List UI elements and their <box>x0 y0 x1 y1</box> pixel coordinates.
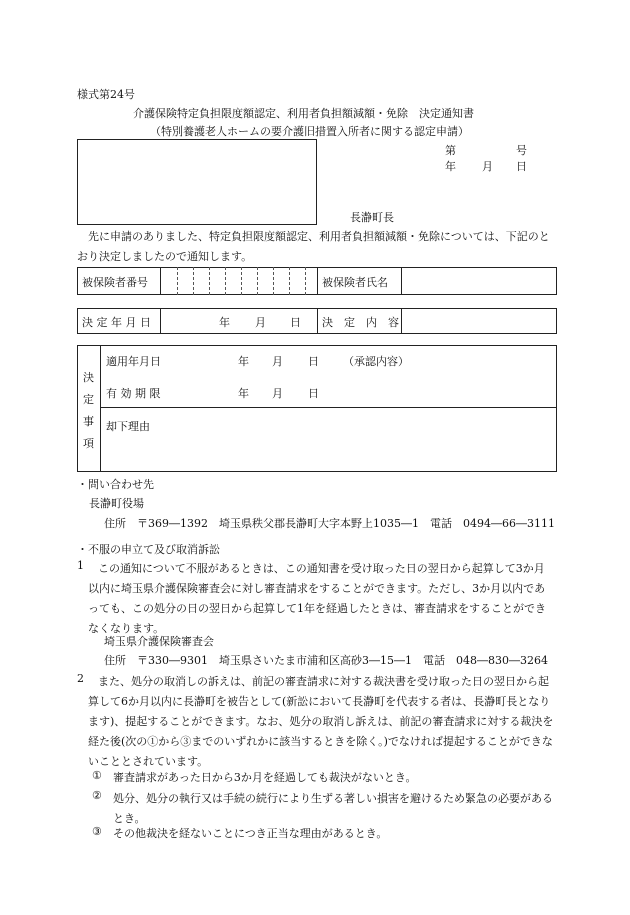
divider <box>100 345 101 472</box>
divider <box>401 308 402 334</box>
sub-item2-number: ② <box>92 789 102 802</box>
divider <box>317 308 318 334</box>
issuer-name: 長瀞町長 <box>350 211 394 224</box>
notice-date-year: 年 <box>445 160 456 173</box>
digit-divider <box>257 267 258 295</box>
document-title: 介護保険特定負担限度額認定、利用者負担額減額・免除 決定通知書 <box>133 107 474 120</box>
divider <box>160 267 161 295</box>
digit-divider <box>193 267 194 295</box>
digit-divider <box>225 267 226 295</box>
divider <box>317 267 318 295</box>
notice-date-month: 月 <box>482 160 493 173</box>
divider <box>100 407 557 408</box>
sub-item3-number: ③ <box>92 825 102 838</box>
insured-name-label: 被保険者氏名 <box>322 276 388 289</box>
sub-item2-text: 処分、処分の執行又は手続の続行により生ずる著しい損害を避けるため緊急の必要があるとき。 <box>113 792 553 825</box>
contact-address: 住所 〒369―1392 埼玉県秩父郡長瀞町大字本野上1035―1 電話 0494―66―3111 <box>104 517 555 530</box>
approval-content-label: （承認内容） <box>343 355 409 368</box>
valid-period-month: 月 <box>272 387 283 400</box>
valid-period-day: 日 <box>308 387 319 400</box>
form-number: 様式第24号 <box>77 88 135 101</box>
decision-side-label-3: 事 <box>83 415 94 428</box>
decision-date-month: 月 <box>255 316 266 329</box>
valid-period-label: 有 効 期 限 <box>106 387 161 400</box>
recipient-address-box <box>77 139 317 225</box>
council-name: 埼玉県介護保険審査会 <box>104 635 214 648</box>
contact-org: 長瀞町役場 <box>89 497 144 510</box>
sub-item1-text: 審査請求があった日から3か月を経過しても裁決がないとき。 <box>113 771 417 784</box>
digit-divider <box>177 267 178 295</box>
document-subtitle: （特別養護老人ホームの要介護旧措置入所者に関する認定申請） <box>150 125 469 138</box>
sub-item3-text: その他裁決を経ないことにつき正当な理由があるとき。 <box>113 827 388 840</box>
insured-number-label: 被保険者番号 <box>82 276 148 289</box>
digit-divider <box>209 267 210 295</box>
notice-date-day: 日 <box>516 160 527 173</box>
sub-item1-number: ① <box>92 769 102 782</box>
appeal-item1-text: この通知について不服があるときは、この通知書を受け取った日の翌日から起算して3か月以内に埼玉県介護保険審査会に対し審査請求をすることができます。ただし、3か月以内であっても、この処分の日の翌日から起算して1年を経過したときは、審査請求をすることができなくなります。 <box>88 562 546 635</box>
apply-date-label: 適用年月日 <box>106 355 161 368</box>
divider <box>160 308 161 334</box>
appeal-item1-number: 1 <box>77 559 84 572</box>
valid-period-year: 年 <box>238 387 249 400</box>
divider <box>401 267 402 295</box>
digit-divider <box>305 267 306 295</box>
decision-side-label-1: 決 <box>83 371 94 384</box>
decision-content-label: 決 定 内 容 <box>322 316 399 329</box>
notice-number-prefix: 第 <box>445 144 456 157</box>
decision-date-day: 日 <box>290 316 301 329</box>
reject-reason-label: 却下理由 <box>106 420 150 433</box>
apply-date-year: 年 <box>238 355 249 368</box>
decision-side-label-2: 定 <box>83 393 94 406</box>
decision-date-label: 決 定 年 月 日 <box>82 316 151 329</box>
intro-paragraph: 先に申請のありました、特定負担限度額認定、利用者負担額減額・免除については、下記のとおり決定しましたので通知します。 <box>77 230 550 263</box>
decision-side-label-4: 項 <box>83 437 94 450</box>
notice-number-suffix: 号 <box>516 144 527 157</box>
appeal-item2-number: 2 <box>77 672 84 685</box>
appeal-item2-text: また、処分の取消しの訴えは、前記の審査請求に対する裁決書を受け取った日の翌日から起算して6か月以内に長瀞町を被告として(新訟において長瀞町を代表する者は、長瀞町長となります)、提起することができます。なお、処分の取消し訴えは、前記の審査請求に対する裁決を経た後(次の①から③までのいずれかに該当するときを除く。)でなければ提起することができないこととされています。 <box>88 675 554 768</box>
apply-date-month: 月 <box>272 355 283 368</box>
digit-divider <box>273 267 274 295</box>
apply-date-day: 日 <box>308 355 319 368</box>
contact-heading: ・問い合わせ先 <box>77 478 154 491</box>
appeal-heading: ・不服の申立て及び取消訴訟 <box>77 543 220 556</box>
decision-date-year: 年 <box>219 316 230 329</box>
digit-divider <box>289 267 290 295</box>
digit-divider <box>241 267 242 295</box>
council-address: 住所 〒330―9301 埼玉県さいたま市浦和区高砂3―15―1 電話 048―830―3264 <box>104 654 548 667</box>
